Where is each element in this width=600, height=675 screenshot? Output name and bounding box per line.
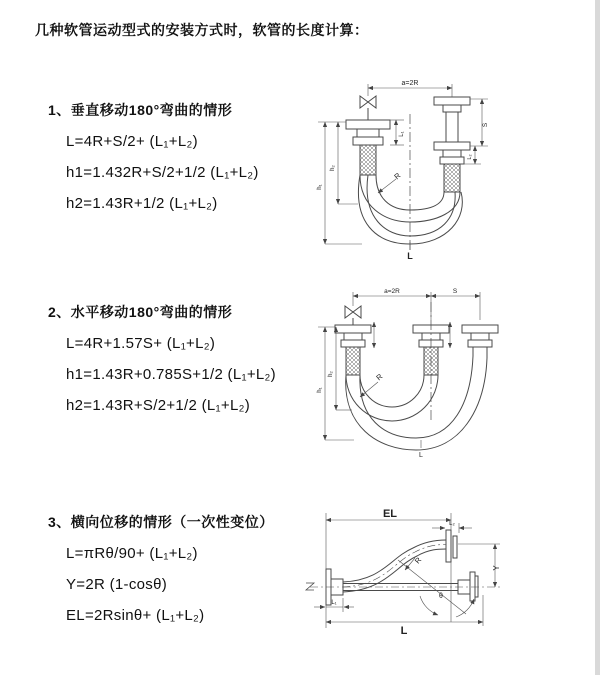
label-a2r: a=2R (401, 80, 419, 87)
formula-y-3: Y=2R (1-cosθ) (66, 576, 168, 593)
right-flange-fitting-moved (462, 325, 498, 358)
formula-length-3: L=πRθ/90+ (L₁+L₂) (66, 545, 198, 562)
label-s: S (482, 122, 489, 128)
label-r: R (392, 170, 403, 182)
label-r: R (412, 555, 424, 566)
label-h1: h₁ (317, 184, 323, 190)
label-h2: h₂ (330, 165, 336, 171)
label-a2r: a=2R (384, 288, 400, 295)
label-y: Y (492, 565, 501, 571)
section-vertical-motion (48, 100, 313, 226)
dimension-s (431, 292, 480, 320)
label-l2: L₂ (449, 521, 455, 527)
right-flange-fitting-lower (434, 142, 470, 192)
dimension-s (470, 99, 488, 146)
hose-u-assembly (346, 96, 470, 250)
dimension-el (326, 513, 451, 628)
dimensions (318, 292, 480, 448)
hose-u-assembly (335, 302, 498, 450)
formula-h1-1: h1=1.432R+S/2+1/2 (L₁+L₂) (66, 164, 259, 181)
label-l: L (400, 625, 408, 637)
label-l1: L₁ (331, 600, 337, 606)
diagram-horizontal-180-bend (308, 282, 590, 462)
label-l: L (419, 452, 423, 459)
formula-length-1: L=4R+S/2+ (L₁+L₂) (66, 133, 198, 150)
right-flange-fitting-upper (434, 97, 470, 142)
top-right-flange-moved (446, 530, 457, 562)
section-horizontal-motion (48, 302, 313, 428)
radius-leader (378, 179, 396, 193)
diagram-3-drawing (298, 500, 600, 650)
label-l2: L₂ (467, 154, 473, 160)
section-3-heading: 3、横向位移的情形（一次性变位） (48, 514, 274, 530)
diagram-1-drawing (300, 72, 590, 262)
formula-h2-1: h2=1.43R+1/2 (L₁+L₂) (66, 195, 218, 212)
s-curve-hose (343, 540, 446, 592)
radius-leader (360, 382, 378, 397)
section-1-heading: 1、垂直移动180°弯曲的情形 (48, 102, 233, 118)
formula-h1-2: h1=1.43R+0.785S+1/2 (L₁+L₂) (66, 366, 276, 383)
section-lateral-displacement (48, 512, 313, 638)
dimensions (314, 513, 500, 628)
braided-hose-section (360, 145, 376, 175)
label-l1: L₁ (399, 131, 405, 137)
dimension-l (326, 595, 483, 626)
braided-hose-section (346, 347, 360, 375)
valve-icon (360, 96, 376, 108)
formula-h2-2: h2=1.43R+S/2+1/2 (L₁+L₂) (66, 397, 251, 414)
dimension-a2r (353, 292, 431, 320)
page-title: 几种软管运动型式的安装方式时，软管的长度计算： (35, 22, 369, 38)
label-l: L (407, 251, 413, 261)
formula-length-2: L=4R+1.57S+ (L₁+L₂) (66, 335, 216, 352)
label-h2: h₂ (328, 371, 334, 377)
label-r: R (374, 371, 385, 383)
break-mark (306, 583, 314, 590)
valve-icon (345, 306, 361, 318)
label-theta: θ (439, 593, 443, 600)
label-el: EL (382, 508, 398, 520)
dimensions (318, 84, 488, 250)
section-2-heading: 2、水平移动180°弯曲的情形 (48, 304, 233, 320)
hose-s-assembly (306, 530, 500, 605)
diagram-lateral-displacement (298, 500, 600, 650)
straight-hose-original (343, 572, 478, 601)
dimension-h2 (338, 122, 358, 204)
formula-el-3: EL=2Rsinθ+ (L₁+L₂) (66, 607, 205, 624)
label-h1: h₁ (317, 387, 323, 393)
middle-flange-fitting (413, 325, 449, 375)
diagram-vertical-180-bend (300, 72, 590, 262)
hose-centerline (310, 545, 446, 588)
dimension-h1 (318, 122, 362, 244)
diagram-2-drawing (308, 282, 590, 462)
left-flange-fitting (335, 325, 371, 375)
braided-hose-section (444, 164, 460, 192)
hose-u-curves (346, 356, 487, 450)
label-s: S (452, 288, 458, 295)
left-flange-fitting (346, 120, 390, 175)
